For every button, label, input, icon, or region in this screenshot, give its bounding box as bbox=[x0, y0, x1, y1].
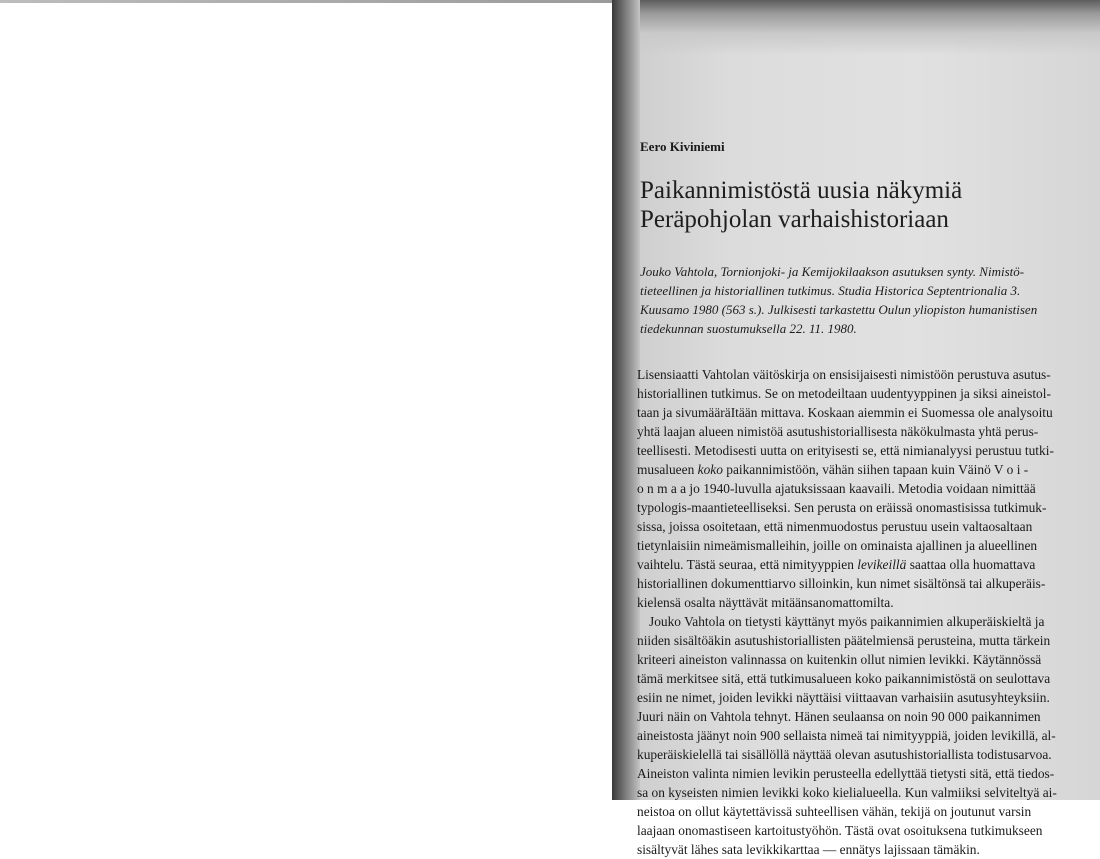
title-line: Peräpohjolan varhaishistoriaan bbox=[640, 206, 949, 233]
page-top-edge bbox=[0, 0, 615, 3]
body-text-span: paikannimistöön, vähän siihen tapaan kuin Väinö V o i - bbox=[722, 462, 1029, 477]
body-line: historiallinen tutkimus. Se on metodeiltaan uudentyyppinen ja siksi aineistol- bbox=[637, 386, 1051, 401]
body-line: Juuri näin on Vahtola tehnyt. Hänen seulaansa on noin 90 000 paikannimen bbox=[637, 709, 1041, 724]
body-line bbox=[637, 555, 1095, 574]
body-line: kriteeri aineiston valinnassa on kuitenkin ollut nimien levikki. Käytännössä bbox=[637, 652, 1042, 667]
body-line: aineistosta jäänyt noin 900 sellaista nimeä tai nimityyppiä, joiden levikillä, al- bbox=[637, 728, 1056, 743]
body-line: kielensä osalta näyttävät mitäänsanomattomilta. bbox=[637, 595, 894, 610]
body-line: tietynlaisiin nimeämismalleihin, joille on ominaista ajallinen ja alueellinen bbox=[637, 538, 1038, 553]
body-line: teellisesti. Metodisesti uutta on erityisesti se, että nimianalyysi perustuu tutki- bbox=[637, 443, 1054, 458]
body-line: sisältyvät lähes sata levikkikarttaa — ennätys lajissaan tämäkin. bbox=[637, 842, 980, 857]
body-line: Lisensiaatti Vahtolan väitöskirja on ensisijaisesti nimistöön perustuva asutus- bbox=[637, 367, 1051, 382]
emphasis-levikeilla: levikeillä bbox=[857, 557, 907, 572]
body-line: neistoa on ollut käytettävissä suhteellisen vähän, tekijä on joutunut varsin bbox=[637, 804, 1032, 819]
body-line: yhtä laajan alueen nimistöä asutushistoriallisesta näkökulmasta yhtä perus- bbox=[637, 424, 1039, 439]
body-line: sa on kyseisten nimien levikki koko kielialueella. Kun valmiiksi selviteltyä ai- bbox=[637, 785, 1057, 800]
article-author: Eero Kiviniemi bbox=[640, 139, 725, 154]
body-text-span: saattaa olla huomattava bbox=[906, 557, 1036, 572]
right-page bbox=[637, 0, 1100, 857]
citation-line: Kuusamo 1980 (563 s.). Julkisesti tarkastettu Oulun yliopiston humanistisen bbox=[640, 302, 1038, 317]
body-line: typologis-maantieteelliseksi. Sen perusta on eräissä onomastisissa tutkimuk- bbox=[637, 500, 1047, 515]
reviewed-book-citation bbox=[640, 262, 1090, 338]
body-line: niiden sisältöäkin asutushistoriallisten päätelmiensä perusteina, mutta tärkein bbox=[637, 633, 1051, 648]
body-line: kuperäiskielellä tai sisällöllä näyttää olevan asutushistoriallista todistusarvoa. bbox=[637, 747, 1052, 762]
body-text-span: vaihtelu. Tästä seuraa, että nimityyppien bbox=[637, 557, 858, 572]
body-line: Aineiston valinta nimien levikin perusteella edellyttää tietysti sitä, että tiedos- bbox=[637, 766, 1055, 781]
body-text-span: musalueen bbox=[637, 462, 698, 477]
citation-line: tieteellinen ja historiallinen tutkimus. Studia Historica Septentrionalia 3. bbox=[640, 283, 1021, 298]
body-line: historiallinen dokumenttiarvo silloinkin, kun nimet sisältönsä tai alkuperäis- bbox=[637, 576, 1046, 591]
scan-top-shadow bbox=[640, 0, 1100, 55]
body-line: sissa, joissa osoitetaan, että nimenmuodostus perustuu usein valtaosaltaan bbox=[637, 519, 1033, 534]
body-line: Jouko Vahtola on tietysti käyttänyt myös paikannimien alkuperäiskieltä ja bbox=[649, 614, 1045, 629]
article-body bbox=[637, 365, 1095, 859]
article-title bbox=[640, 176, 1080, 234]
body-line: o n m a a jo 1940-luvulla ajatuksissaan kaavaili. Metodia voidaan nimittää bbox=[637, 481, 1036, 496]
citation-line: Jouko Vahtola, Tornionjoki- ja Kemijokilaakson asutuksen synty. Nimistö- bbox=[640, 264, 1025, 279]
emphasis-koko: koko bbox=[697, 462, 723, 477]
body-line: taan ja sivumääräItään mittava. Koskaan aiemmin ei Suomessa ole analysoitu bbox=[637, 405, 1053, 420]
body-line bbox=[637, 460, 1095, 479]
body-line: laajaan onomastiseen kartoitustyöhön. Tästä ovat osoituksena tutkimukseen bbox=[637, 823, 1043, 838]
body-line: esiin ne nimet, joiden levikki näyttäisi viittaavan varhaisiin asutusyhteyksiin. bbox=[637, 690, 1050, 705]
title-line: Paikannimistöstä uusia näkymiä bbox=[640, 177, 963, 204]
citation-line: tiedekunnan suostumuksella 22. 11. 1980. bbox=[640, 321, 857, 336]
body-line: tämä merkitsee sitä, että tutkimusalueen koko paikannimistöstä on seulottava bbox=[637, 671, 1051, 686]
